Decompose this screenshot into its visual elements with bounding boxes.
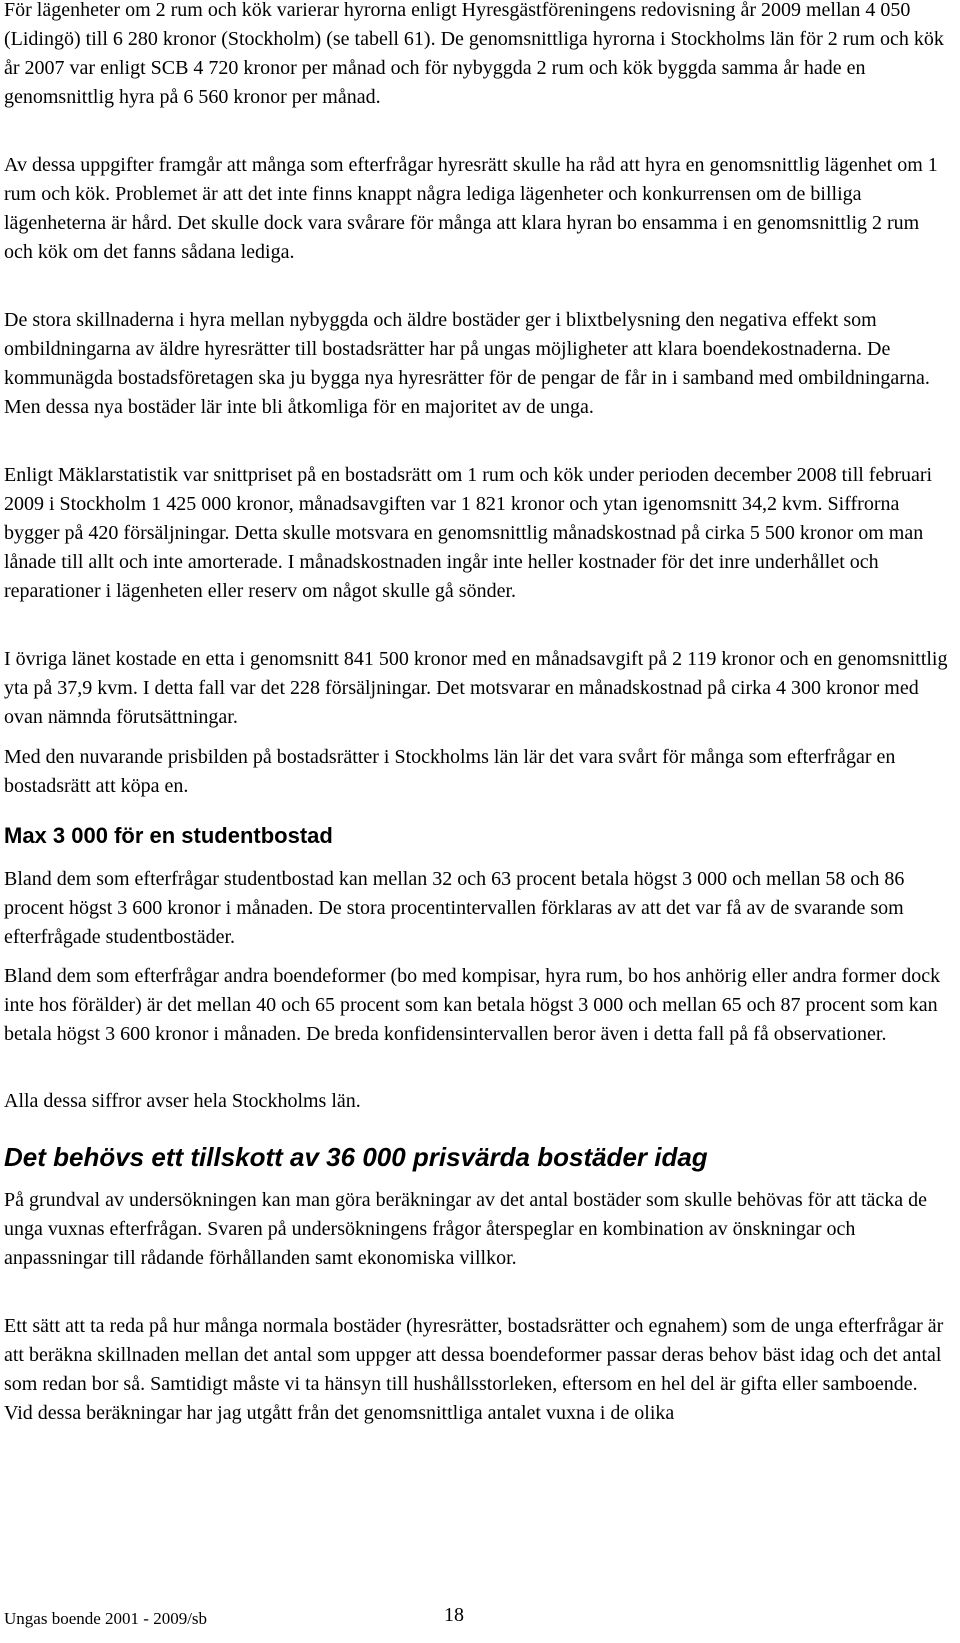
paragraph-calculation-method: Ett sätt att ta reda på hur många normala bostäder (hyresrätter, bostadsrätter och egnahem) som de unga efterfrågar är att beräkna skillnaden mellan det antal som uppger att dessa boendeformer passar deras behov bäst idag och det antal som redan bor så. Samtidigt måste vi ta hänsyn till hushållsstorleken, eftersom en hel del är gifta eller samboende. Vid dessa beräkningar har jag utgått från det genomsnittliga antalet vuxna i de olika bbox=[4, 1315, 944, 1424]
paragraph-price-conclusion: Med den nuvarande prisbilden på bostadsrätter i Stockholms län lär det vara svårt för många som efterfrågar en bostadsrätt att köpa en. bbox=[4, 746, 896, 797]
paragraph-student-housing: Bland dem som efterfrågar studentbostad kan mellan 32 och 63 procent betala högst 3 000 och mellan 58 och 86 procent högst 3 600 kronor i månaden. De stora procentintervallen förklaras av att det var få av de svarande som efterfrågade studentbostäder. bbox=[4, 868, 905, 948]
paragraph-condo-prices-stockholm: Enligt Mäklarstatistik var snittpriset på en bostadsrätt om 1 rum och kök under perioden december 2008 till februari 2009 i Stockholm 1 425 000 kronor, månadsavgiften var 1 821 kronor och ytan igenomsnitt 34,2 kvm. Siffrorna bygger på 420 försäljningar. Detta skulle motsvara en genomsnittlig månadskostnad på cirka 5 500 kronor om man lånade till allt och inte amorterade. I månadskostnaden ingår inte heller kostnader för det inre underhållet och reparationer i lägenheten eller reserv om något skulle gå sönder. bbox=[4, 464, 933, 602]
footer-document-title: Ungas boende 2001 - 2009/sb bbox=[4, 1609, 208, 1628]
section-heading-housing-need: Det behövs ett tillskott av 36 000 prisvärda bostäder idag bbox=[4, 1142, 708, 1172]
paragraph-other-housing: Bland dem som efterfrågar andra boendeformer (bo med kompisar, hyra rum, bo hos anhörig eller andra former dock inte hos förälder) är det mellan 40 och 65 procent som kan betala högst 3 000 och mellan 65 och 87 procent som kan betala högst 3 600 kronor i månaden. De breda konfidensintervallen beror även i detta fall på få observationer. bbox=[4, 965, 941, 1045]
paragraph-rent-levels: För lägenheter om 2 rum och kök varierar hyrorna enligt Hyresgästföreningens redovisning år 2009 mellan 4 050 (Lidingö) till 6 280 kronor (Stockholm) (se tabell 61). De genomsnittliga hyrorna i Stockholms län för 2 rum och kök år 2007 var enligt SCB 4 720 kronor per månad och för nybyggda 2 rum och kök byggda samma år hade en genomsnittlig hyra på 6 560 kronor per månad. bbox=[4, 0, 944, 108]
paragraph-scope-note: Alla dessa siffror avser hela Stockholms län. bbox=[4, 1090, 361, 1112]
paragraph-affordability: Av dessa uppgifter framgår att många som efterfrågar hyresrätt skulle ha råd att hyra en genomsnittlig lägenhet om 1 rum och kök. Problemet är att det inte finns knappt några lediga lägenheter och konkurrensen om de billiga lägenheterna är hård. Det skulle dock vara svårare för många att klara hyran bo ensamma i en genomsnittlig 2 rum och kök om det fanns sådana lediga. bbox=[4, 154, 938, 263]
paragraph-calculation-basis: På grundval av undersökningen kan man göra beräkningar av det antal bostäder som skulle behövas för att täcka de unga vuxnas efterfrågan. Svaren på undersökningens frågor återspeglar en kombination av önskningar och anpassningar till rådande förhållanden samt ekonomiska villkor. bbox=[4, 1189, 928, 1269]
paragraph-rent-differences: De stora skillnaderna i hyra mellan nybyggda och äldre bostäder ger i blixtbelysning den negativa effekt som ombildningarna av äldre hyresrätter till bostadsrätter har på ungas möjligheter att klara boendekostnaderna. De kommunägda bostadsföretagen ska ju bygga nya hyresrätter för de pengar de får in i samband med ombildningarna. Men dessa nya bostäder lär inte bli åtkomliga för en majoritet av de unga. bbox=[4, 309, 930, 418]
section-heading-student-housing: Max 3 000 för en studentbostad bbox=[4, 823, 333, 848]
footer-page-number: 18 bbox=[444, 1604, 464, 1626]
paragraph-condo-prices-county: I övriga länet kostade en etta i genomsnitt 841 500 kronor med en månadsavgift på 2 119 kronor och en genomsnittlig yta på 37,9 kvm. I detta fall var det 228 försäljningar. Det motsvarar en månadskostnad på cirka 4 300 kronor med ovan nämnda förutsättningar. bbox=[4, 648, 948, 728]
